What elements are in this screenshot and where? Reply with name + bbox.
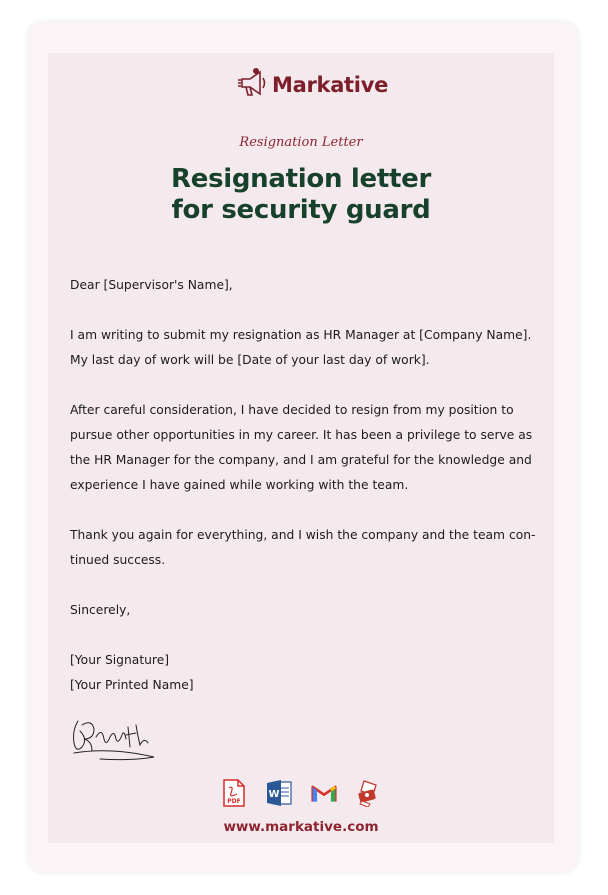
salutation: Dear [Supervisor's Name], [70, 278, 233, 292]
megaphone-icon [236, 67, 270, 103]
signature-placeholder: [Your Signature] [70, 653, 170, 667]
format-icons [221, 776, 382, 810]
title-line-1: Resignation letter [171, 164, 431, 194]
paragraph-2-line-3: the HR Manager for the company, and I am grateful for the knowledge and [70, 453, 532, 467]
paragraph-2-line-4: experience I have gained while working with the team. [70, 478, 409, 492]
closing: Sincerely, [70, 603, 131, 617]
document-subtitle: Resignation Letter [239, 135, 363, 150]
paragraph-3-line-2: tinued success. [70, 553, 166, 567]
gmail-icon[interactable] [311, 778, 337, 808]
paragraph-2-line-2: pursue other opportunities in my career. It has been a privilege to serve as [70, 428, 533, 442]
pdf-icon[interactable] [221, 778, 247, 808]
brand-logo[interactable] [236, 67, 388, 103]
printed-name-placeholder: [Your Printed Name] [70, 678, 194, 692]
print-icon[interactable] [356, 778, 382, 808]
paragraph-1-line-1: I am writing to submit my resignation as HR Manager at [Company Name]. [70, 328, 532, 342]
title-line-2: for security guard [171, 195, 431, 225]
handwritten-signature [70, 717, 160, 765]
brand-name: Markative [272, 73, 389, 97]
paragraph-1-line-2: My last day of work will be [Date of your last day of work]. [70, 353, 430, 367]
paragraph-2-line-1: After careful consideration, I have decided to resign from my position to [70, 403, 514, 417]
word-label: W [268, 789, 280, 800]
pdf-label: PDF [227, 798, 241, 805]
document-title [48, 164, 554, 226]
word-icon[interactable] [266, 778, 292, 808]
paragraph-3-line-1: Thank you again for everything, and I wish the company and the team con- [70, 528, 536, 542]
website-link[interactable]: www.markative.com [223, 819, 379, 835]
